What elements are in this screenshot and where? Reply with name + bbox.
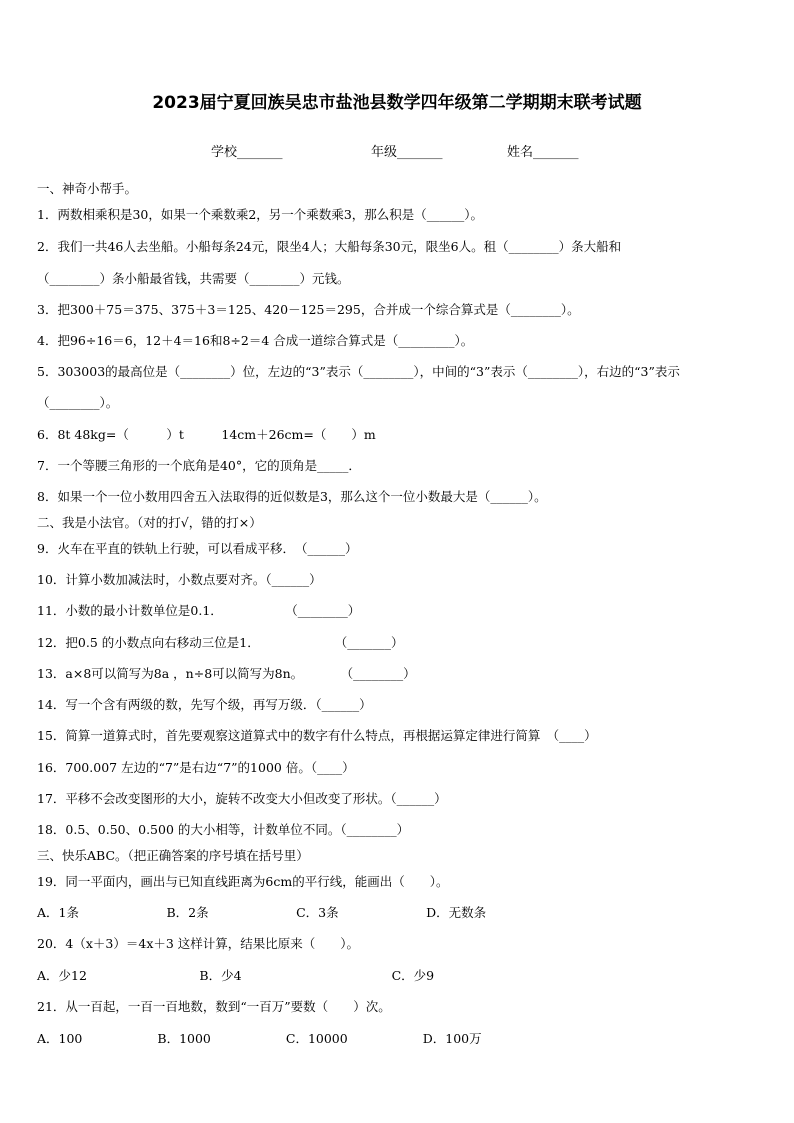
question-5: 5．303003的最高位是（________）位，左边的“3”表示（________），中间的“3”表示（________），右边的“3”表示	[37, 364, 680, 379]
question-2: 2．我们一共46人去坐船。小船每条24元，限坐4人；大船每条30元，限坐6人。租（________）条大船和	[37, 239, 622, 254]
section-heading: 一、神奇小帮手。	[37, 181, 138, 196]
question-16: 16．700.007 左边的“7”是右边“7”的1000 倍。（____）	[37, 760, 355, 775]
question-14: 14．写一个含有两级的数，先写个级，再写万级．（______）	[37, 697, 372, 712]
question-17: 17．平移不会改变图形的大小，旋转不改变大小但改变了形状。（______）	[37, 791, 447, 806]
page-title: 2023届宁夏回族吴忠市盐池县数学四年级第二学期期末联考试题	[152, 93, 642, 113]
question-3: 3．把300＋75＝375、375＋3＝125、420－125＝295，合并成一个综合算式是（________）。	[37, 302, 580, 317]
question-12: 12．把0.5 的小数点向右移动三位是1． （_______）	[37, 635, 404, 650]
question-21: 21．从一百起，一百一百地数，数到“一百万”要数（ ）次。	[37, 999, 391, 1014]
question-19-options: A．1条 B．2条 C．3条 D．无数条	[37, 905, 487, 920]
question-13: 13．a×8可以简写为8a ，n÷8可以简写为8n。 （________）	[37, 666, 416, 681]
question-18: 18．0.5、0.50、0.500 的大小相等，计数单位不同。（________）	[37, 822, 410, 837]
question-19: 19．同一平面内，画出与已知直线距离为6cm的平行线，能画出（ ）。	[37, 874, 449, 889]
question-6: 6．8t 48kg=（ ）t 14cm＋26cm=（ ）m	[37, 427, 376, 442]
section-heading: 二、我是小法官。（对的打√，错的打×）	[37, 515, 262, 530]
question-7: 7．一个等腰三角形的一个底角是40°，它的顶角是_____．	[37, 458, 361, 473]
question-20-options: A．少12 B．少4 C．少9	[37, 968, 435, 983]
question-11: 11．小数的最小计数单位是0.1． （________）	[37, 603, 361, 618]
question-5-cont: （________）。	[37, 395, 119, 410]
grade-field: 年级_______	[371, 145, 443, 160]
section-heading: 三、快乐ABC。（把正确答案的序号填在括号里）	[37, 848, 309, 863]
question-10: 10．计算小数加减法时，小数点要对齐。（______）	[37, 572, 322, 587]
question-2-cont: （________）条小船最省钱，共需要（________）元钱。	[37, 271, 350, 286]
school-field: 学校_______	[211, 145, 283, 160]
question-4: 4．把96÷16＝6，12＋4＝16和8÷2＝4 合成一道综合算式是（_________）。	[37, 333, 474, 348]
question-20: 20．4（x＋3）＝4x＋3 这样计算，结果比原来（ ）。	[37, 936, 360, 951]
question-15: 15．简算一道算式时，首先要观察这道算式中的数字有什么特点，再根据运算定律进行简算 （____）	[37, 728, 597, 743]
question-1: 1．两数相乘积是30，如果一个乘数乘2，另一个乘数乘3，那么积是（______）。	[37, 207, 484, 222]
name-field: 姓名_______	[507, 145, 579, 160]
question-8: 8．如果一个一位小数用四舍五入法取得的近似数是3，那么这个一位小数最大是（______）。	[37, 489, 547, 504]
question-9: 9．火车在平直的铁轨上行驶，可以看成平移． （______）	[37, 541, 358, 556]
question-21-options: A．100 B．1000 C．10000 D．100万	[37, 1031, 482, 1046]
